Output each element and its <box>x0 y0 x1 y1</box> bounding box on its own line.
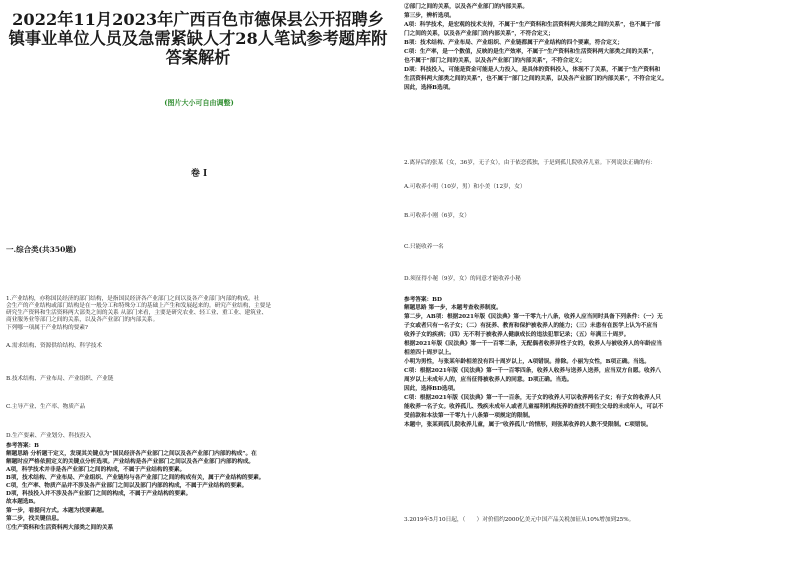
q1-explanation-line: 第二步，找关键信息。 <box>6 516 63 522</box>
q1-explanation-line: C项，生产率、物质产品并不涉及各产业部门之间以及部门内部的构成，不属于产业结构的要素。 <box>6 483 248 489</box>
explanation-line: 生活资料两大部类之间的关系”，也不属于“部门之间的关系，以及各产业部门的内部关系”，不符合定义。 <box>404 76 668 82</box>
explanation-line: 第三步，辨析选项。 <box>404 13 455 19</box>
explanation-line: A项：科学技术，是宏观的技术支持，不属于“生产资料和生活资料两大部类之间的关系”，也不属于“部 <box>404 22 661 28</box>
explanation-line: 因此，选择B选项。 <box>404 85 454 91</box>
q1-option-c: C.主导产业、生产率、物质产品 <box>6 404 86 410</box>
q1-stem-line: 1.产业结构，亦称国民经济的部门结构，是指国民经济各产业部门之间以及各产业部门内部的构成。社 <box>6 296 260 302</box>
q1-answer: 参考答案：B <box>6 443 39 449</box>
q2-explanation-line: 根据2021年版《民法典》第一千一百零二条，无配偶者收养异性子女的，收养人与被收养人的年龄应当 <box>404 341 663 347</box>
q1-stem-line: 下列哪一项属于产业结构的要素? <box>6 325 88 331</box>
q3-stem: 3.2019年5月10日起，（ ）对价值约2000亿美元中国产品关税加征从10%增加到25%。 <box>404 517 635 523</box>
q1-option-d: D.生产要素、产业划分、科技投入 <box>6 433 91 439</box>
q2-explanation-line: 相差四十周岁以上。 <box>404 350 455 356</box>
q2-explanation-line: 收养子女的疾病；（四）无不利于被收养人健康成长的违法犯罪记录；（五）年满三十周岁。 <box>404 332 630 338</box>
q2-explanation-line: 因此，选择BD选项。 <box>404 386 459 392</box>
explanation-line: ②部门之间的关系，以及各产业部门的内部关系。 <box>404 4 529 10</box>
document-subtitle: (图片大小可自由调整) <box>164 98 234 107</box>
q2-explanation-line: C项：根据2021年版《民法典》第一千一百条，无子女的收养人可以收养两名子女；有子女的收养人只 <box>404 395 661 401</box>
volume-label: 卷 I <box>190 169 208 179</box>
q2-option-a: A.可收养小明（10岁，男）和小美（12岁，女） <box>404 184 526 190</box>
q2-explanation-line: 受前款和本法第一千零九十八条第一项规定的限制。 <box>404 413 534 419</box>
q1-explanation-line: 解题时应严格依照定义的关键点分析选项。产业结构是各产业部门之间以及各产业部门内部的构成。 <box>6 459 255 465</box>
q1-explanation-line: 故本题选B。 <box>6 499 39 505</box>
q2-answer: 参考答案：BD <box>404 297 442 303</box>
q2-option-c: C.只能收养一名 <box>404 244 444 250</box>
q2-explanation-line: 第二步，AB项：根据2021年版《民法典》第一千零九十八条，收养人应当同时具备下列条件：（一）无 <box>404 314 663 320</box>
explanation-line: 也不属于“部门之间的关系，以及各产业部门的内部关系”，不符合定义； <box>404 58 586 64</box>
q1-explanation-line: 解题思路 分析题干定义，发现其关键点为“国民经济各产业部门之间以及各产业部门内部的构成”。在 <box>6 451 257 457</box>
q2-explanation-line: 周岁以上未成年人的，应当征得被收养人的同意。D项正确。当选。 <box>404 377 573 383</box>
document-title: 2022年11月2023年广西百色市德保县公开招聘乡镇事业单位人员及急需紧缺人才28人笔试参考题库附答案解析 <box>8 10 388 67</box>
explanation-line: 门之间的关系，以及各产业部门的内部关系”，不符合定义； <box>404 31 554 37</box>
explanation-line: D项：科技投入，可能是资金可能是人力投入，是具体的资料投入，体现不了关系，不属于“生产资料和 <box>404 67 661 73</box>
q1-explanation-line: ①生产资料和生活资料两大部类之间的关系 <box>6 525 114 531</box>
q2-explanation-line: 子女或者只有一名子女；（二）有抚养、教育和保护被收养人的能力；（三）未患有在医学上认为不应当 <box>404 323 658 329</box>
q1-explanation-line: D项，科技投入并不涉及各产业部门之间的构成，不属于产业结构的要素。 <box>6 491 192 497</box>
q2-explanation-line: 本题中，张某到孤儿院收养儿童，属于“收养孤儿”的情形，则张某收养的人数不受限制。C项错误。 <box>404 422 652 428</box>
explanation-line: C项：生产率，是一个数值，反映的是生产效率，不属于“生产资料和生活资料两大部类之间的关系”， <box>404 49 658 55</box>
q1-explanation-line: A项，科学技术并非是各产业部门之间的构成，不属于产业结构的要素。 <box>6 467 186 473</box>
q2-explanation-line: 能收养一名子女。收养孤儿、残疾未成年人或者儿童福利机构抚养的查找不到生父母的未成年人，可以不 <box>404 404 664 410</box>
q1-option-b: B.技术结构、产业布局、产业组织、产业链 <box>6 376 114 382</box>
section-heading: 一.综合类(共350题) <box>6 245 77 254</box>
q1-stem-line: 商业服务业等部门之间的关系，以及各产业部门的内部关系。 <box>6 317 159 323</box>
q2-option-b: B.可收养小刚（6岁，女） <box>404 213 470 219</box>
q1-explanation-line: 第一步，看提问方式。本题为找要素题。 <box>6 508 108 514</box>
q1-explanation-line: B项，技术结构、产业布局、产业组织、产业链均与各产业部门之间的构成有关，属于产业结构的要素。 <box>6 475 265 481</box>
q1-option-a: A.需求结构、资源供给结构、科学技术 <box>6 343 103 349</box>
q2-explanation-line: 解题思路 第一步，本题考查收养制度。 <box>404 305 502 311</box>
q2-explanation-line: 小明为男性，与张某年龄相差没有四十周岁以上，A项错误。排除。小丽为女性，B项正确。当选。 <box>404 359 650 365</box>
q2-explanation-line: C项：根据2021年版《民法典》第一千一百零四条，收养人收养与送养人送养，应当双方自愿。收养八 <box>404 368 661 374</box>
explanation-line: B项：技术结构、产业布局、产业组织、产业链都属于产业结构的四个要素，符合定义； <box>404 40 623 46</box>
q2-option-d: D.须征得小秘（9岁，女）的同意才能收养小秘 <box>404 276 521 282</box>
q2-stem: 2.离异后的张某（女，36岁，无子女），由于依恋孤独，于是到孤儿院收养儿童。下列说法正确的有： <box>404 160 657 166</box>
q1-stem-line: 研究生产资料和生活资料两大部类之间的关系 从部门来看，主要是研究农业、轻工业、重工业、建筑业、 <box>6 310 268 316</box>
q1-stem-line: 会生产的产业结构或部门结构是在一般分工和特殊分工的基础上产生和发展起来的。研究产业结构，主要是 <box>6 303 271 309</box>
